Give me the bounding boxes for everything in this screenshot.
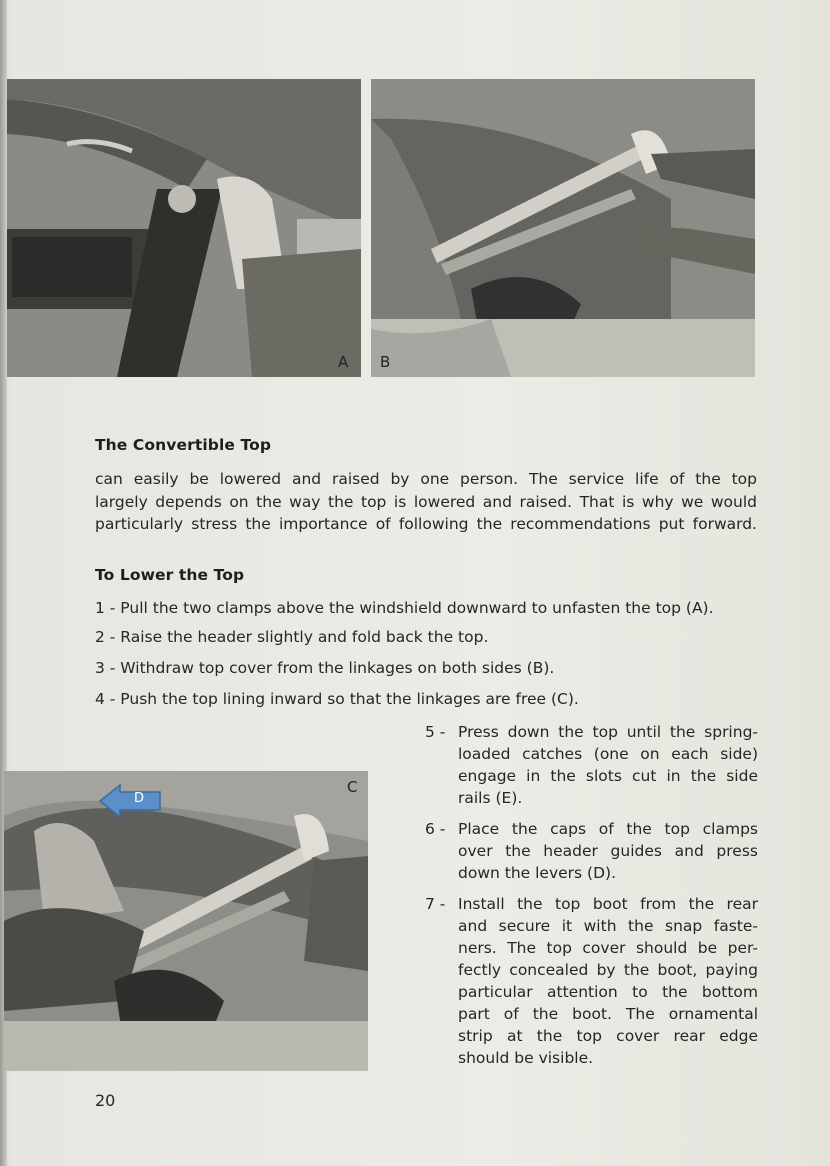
- step-7-line: and secure it with the snap faste-: [458, 917, 758, 935]
- photo-c-label: C: [347, 778, 358, 796]
- photo-c: [4, 771, 368, 1071]
- step-6-line: over the header guides and press: [458, 842, 758, 860]
- step-6-number: 6 -: [425, 820, 446, 838]
- page-number: 20: [95, 1091, 116, 1110]
- step-7-line: Install the top boot from the rear: [458, 895, 758, 913]
- step-3: 3 - Withdraw top cover from the linkages on both sides (B).: [95, 659, 555, 677]
- step-5-line: engage in the slots cut in the side: [458, 767, 758, 785]
- photo-a: [7, 79, 361, 377]
- section-title: The Convertible Top: [95, 436, 272, 454]
- step-5-line: loaded catches (one on each side): [458, 745, 758, 763]
- step-7-line: particular attention to the bottom: [458, 983, 758, 1001]
- step-7-line: fectly concealed by the boot, paying: [458, 961, 758, 979]
- intro-paragraph: [95, 468, 757, 536]
- intro-line: can easily be lowered and raised by one person. The service life of the top: [95, 470, 757, 488]
- callout-arrow-d-icon: [98, 783, 162, 819]
- step-7-line: part of the boot. The ornamental: [458, 1005, 758, 1023]
- step-7-line: ners. The top cover should be per-: [458, 939, 758, 957]
- step-7-number: 7 -: [425, 895, 446, 913]
- step-5-line: rails (E).: [458, 789, 523, 807]
- lower-top-title: To Lower the Top: [95, 566, 245, 584]
- intro-line: particularly stress the importance of following the recommendations put forward.: [95, 515, 757, 533]
- intro-line: largely depends on the way the top is lowered and raised. That is why we would: [95, 492, 757, 511]
- callout-d-label: D: [134, 791, 145, 806]
- step-1: 1 - Pull the two clamps above the windshield downward to unfasten the top (A).: [95, 599, 714, 617]
- photo-b-label: B: [380, 353, 391, 371]
- step-5-number: 5 -: [425, 723, 446, 741]
- step-2: 2 - Raise the header slightly and fold back the top.: [95, 628, 489, 646]
- step-6-line: down the levers (D).: [458, 864, 616, 882]
- step-6-line: Place the caps of the top clamps: [458, 820, 758, 838]
- photo-a-label: A: [338, 353, 349, 371]
- step-7-line: strip at the top cover rear edge: [458, 1027, 758, 1045]
- step-4: 4 - Push the top lining inward so that the linkages are free (C).: [95, 690, 579, 708]
- step-5-line: Press down the top until the spring-: [458, 723, 758, 741]
- step-7-line: should be visible.: [458, 1049, 594, 1067]
- photo-b: [371, 79, 755, 377]
